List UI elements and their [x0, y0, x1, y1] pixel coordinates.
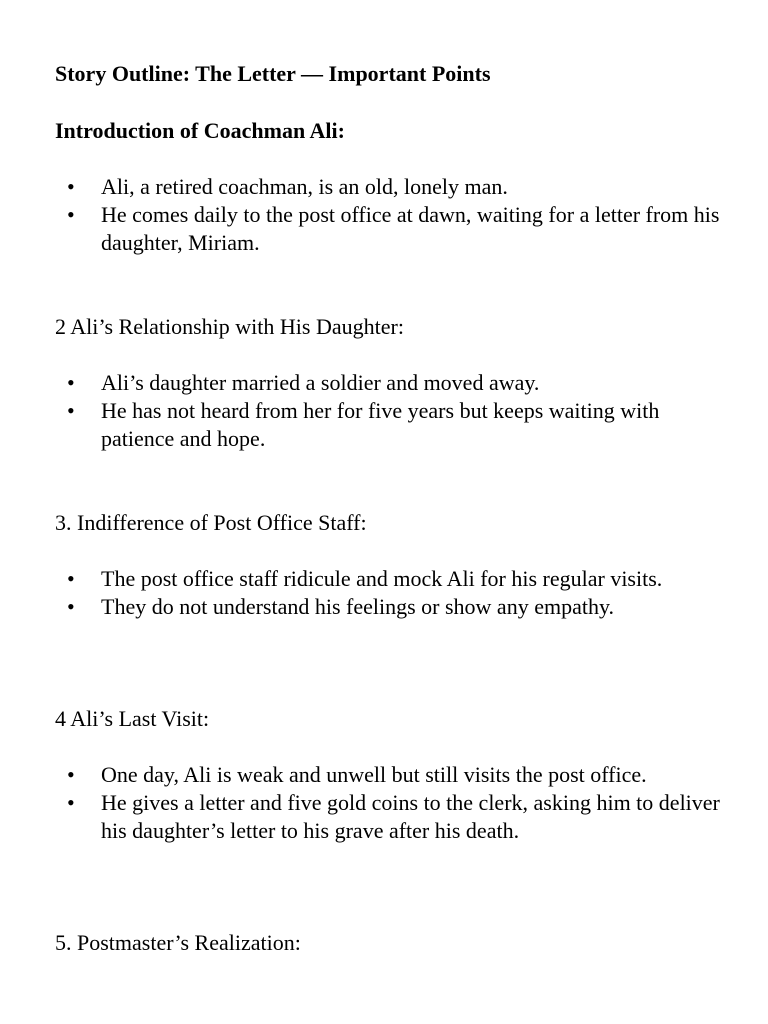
bullet-icon: •	[67, 790, 75, 815]
section-heading-last-visit: 4 Ali’s Last Visit:	[55, 706, 210, 731]
section-heading-relationship: 2 Ali’s Relationship with His Daughter:	[55, 314, 404, 339]
bullet-list-last-visit	[0, 761, 768, 845]
list-item-text: Ali’s daughter married a soldier and moved away.	[101, 370, 540, 395]
bullet-list-relationship	[0, 369, 768, 453]
list-item-text: They do not understand his feelings or show any empathy.	[101, 594, 615, 619]
list-item-text: The post office staff ridicule and mock Ali for his regular visits.	[101, 566, 663, 591]
document-title: Story Outline: The Letter — Important Points	[55, 61, 491, 86]
section-heading-introduction: Introduction of Coachman Ali:	[55, 118, 345, 143]
list-item	[0, 565, 768, 593]
list-item-text: Ali, a retired coachman, is an old, lonely man.	[101, 174, 508, 199]
bullet-list-indifference	[0, 565, 768, 621]
list-item-text: He comes daily to the post office at dawn, waiting for a letter from his daughter, Miriam.	[101, 202, 720, 255]
list-item	[0, 761, 768, 789]
bullet-icon: •	[67, 202, 75, 227]
bullet-list-introduction	[0, 173, 768, 257]
section-heading-realization: 5. Postmaster’s Realization:	[55, 930, 301, 955]
list-item	[0, 173, 768, 201]
list-item-text: He gives a letter and five gold coins to the clerk, asking him to deliver his daughter’s letter to his grave after his death.	[101, 790, 720, 843]
list-item	[0, 593, 768, 621]
list-item	[0, 369, 768, 397]
bullet-icon: •	[67, 174, 75, 199]
bullet-icon: •	[67, 370, 75, 395]
section-heading-indifference: 3. Indifference of Post Office Staff:	[55, 510, 367, 535]
list-item	[0, 789, 768, 845]
list-item	[0, 201, 768, 257]
list-item-text: He has not heard from her for five years but keeps waiting with patience and hope.	[101, 398, 660, 451]
bullet-icon: •	[67, 594, 75, 619]
bullet-icon: •	[67, 398, 75, 423]
list-item	[0, 397, 768, 453]
bullet-icon: •	[67, 762, 75, 787]
bullet-icon: •	[67, 566, 75, 591]
list-item-text: One day, Ali is weak and unwell but still visits the post office.	[101, 762, 647, 787]
